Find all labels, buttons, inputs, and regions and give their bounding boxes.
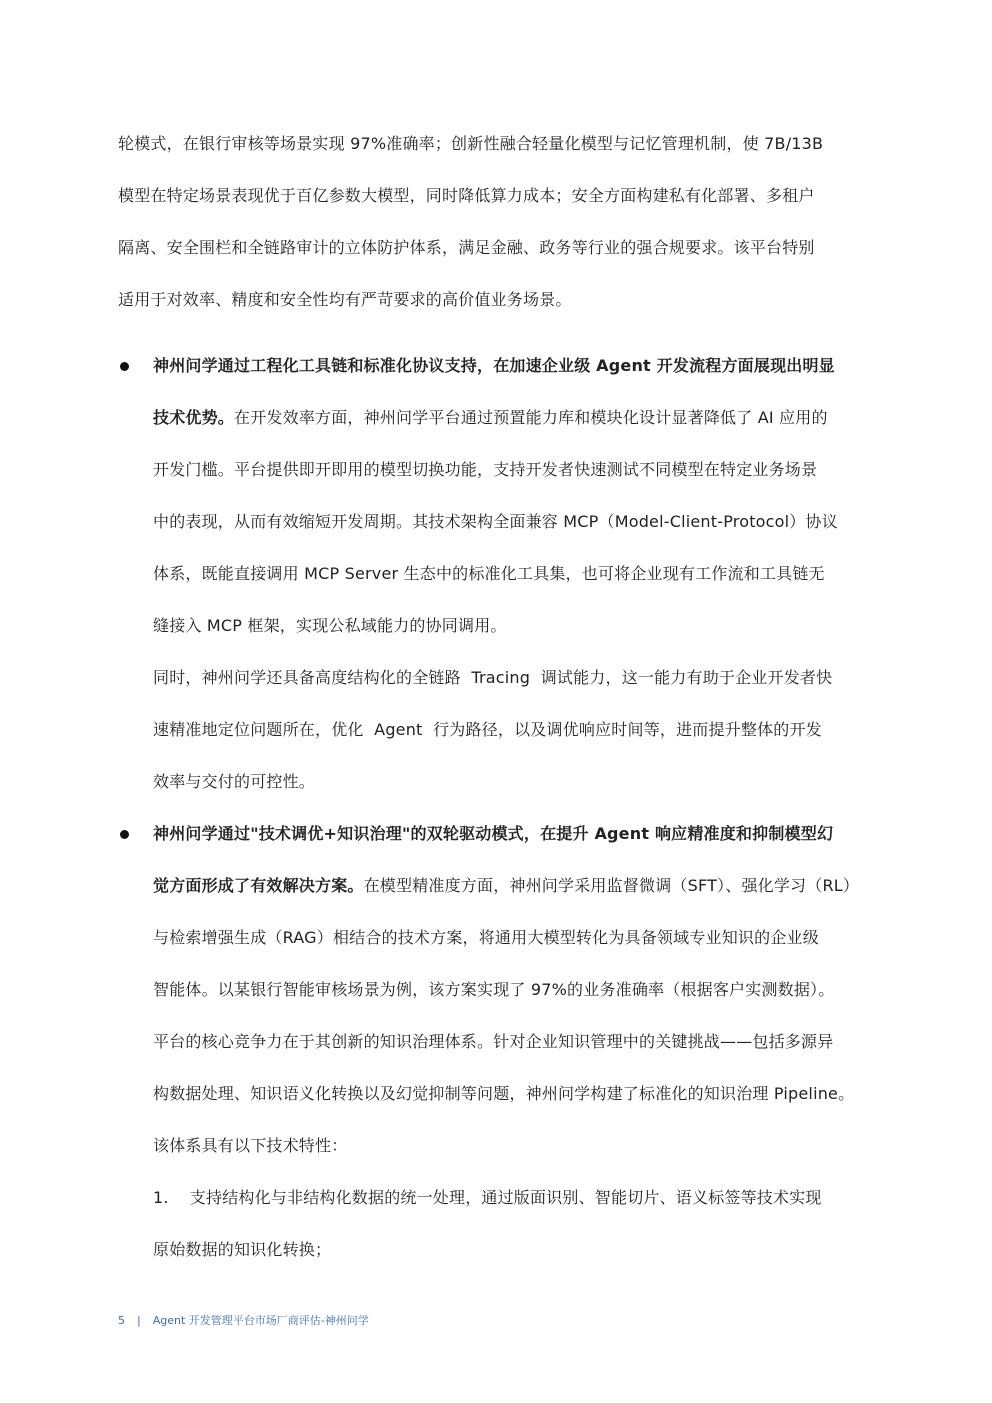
bullet1-line: 开发门槛。平台提供即开即用的模型切换功能，支持开发者快速测试不同模型在特定业务场景 xyxy=(153,460,818,479)
bullet2-heading: 神州问学通过"技术调优+知识治理"的双轮驱动模式，在提升 Agent 响应精准度和抑制模型幻 xyxy=(153,824,834,843)
intro-line: 适用于对效率、精度和安全性均有严苛要求的高价值业务场景。 xyxy=(118,290,572,309)
bullet2-line: 平台的核心竞争力在于其创新的知识治理体系。针对企业知识管理中的关键挑战——包括多源异 xyxy=(153,1032,834,1051)
intro-line: 隔离、安全围栏和全链路审计的立体防护体系，满足金融、政务等行业的强合规要求。该平台特别 xyxy=(118,238,815,257)
bullet2-line: 与检索增强生成（RAG）相结合的技术方案，将通用大模型转化为具备领域专业知识的企业级 xyxy=(153,928,819,947)
footer-separator: | xyxy=(137,1314,141,1327)
bullet1-line: 缝接入 MCP 框架，实现公私域能力的协同调用。 xyxy=(153,616,507,635)
page-number: 5 xyxy=(118,1314,125,1327)
bullet2-line xyxy=(153,876,859,896)
bullet2-line: 构数据处理、知识语义化转换以及幻觉抑制等问题，神州问学构建了标准化的知识治理 Pipeline。 xyxy=(153,1084,855,1103)
page-footer xyxy=(118,1313,369,1329)
bullet2-text: 在模型精准度方面，神州问学采用监督微调（SFT）、强化学习（RL） xyxy=(363,876,860,895)
bullet1-line: 效率与交付的可控性。 xyxy=(153,772,316,791)
bullet1-heading-end: 技术优势。 xyxy=(153,408,235,427)
bullet2-line: 该体系具有以下技术特性： xyxy=(153,1136,348,1155)
bullet1-line: 中的表现，从而有效缩短开发周期。其技术架构全面兼容 MCP（Model-Client-Protocol）协议 xyxy=(153,512,838,531)
bullet2-heading-end: 觉方面形成了有效解决方案。 xyxy=(153,876,364,895)
bullet1-line xyxy=(153,408,828,428)
bullet1-line: 同时，神州问学还具备高度结构化的全链路 Tracing 调试能力，这一能力有助于企业开发者快 xyxy=(153,668,833,687)
bullet-point xyxy=(120,362,129,371)
bullet1-heading: 神州问学通过工程化工具链和标准化协议支持，在加速企业级 Agent 开发流程方面展现出明显 xyxy=(153,356,835,375)
intro-line: 轮模式，在银行审核等场景实现 97%准确率；创新性融合轻量化模型与记忆管理机制，使 7B/13B xyxy=(118,134,824,153)
bullet1-line: 体系，既能直接调用 MCP Server 生态中的标准化工具集，也可将企业现有工作流和工具链无 xyxy=(153,564,825,583)
footer-title: Agent 开发管理平台市场厂商评估-神州问学 xyxy=(152,1314,369,1327)
bullet2-line: 智能体。以某银行智能审核场景为例，该方案实现了 97%的业务准确率（根据客户实测数据）。 xyxy=(153,980,835,999)
bullet2-line: 原始数据的知识化转换； xyxy=(153,1240,332,1259)
bullet1-line: 速精准地定位问题所在，优化 Agent 行为路径，以及调优响应时间等，进而提升整体的开发 xyxy=(153,720,822,739)
bullet1-text: 在开发效率方面，神州问学平台通过预置能力库和模块化设计显著降低了 AI 应用的 xyxy=(234,408,828,427)
numbered-item: 1. 支持结构化与非结构化数据的统一处理，通过版面识别、智能切片、语义标签等技术实现 xyxy=(153,1188,822,1207)
bullet-point xyxy=(120,830,129,839)
intro-line: 模型在特定场景表现优于百亿参数大模型，同时降低算力成本；安全方面构建私有化部署、多租户 xyxy=(118,186,815,205)
